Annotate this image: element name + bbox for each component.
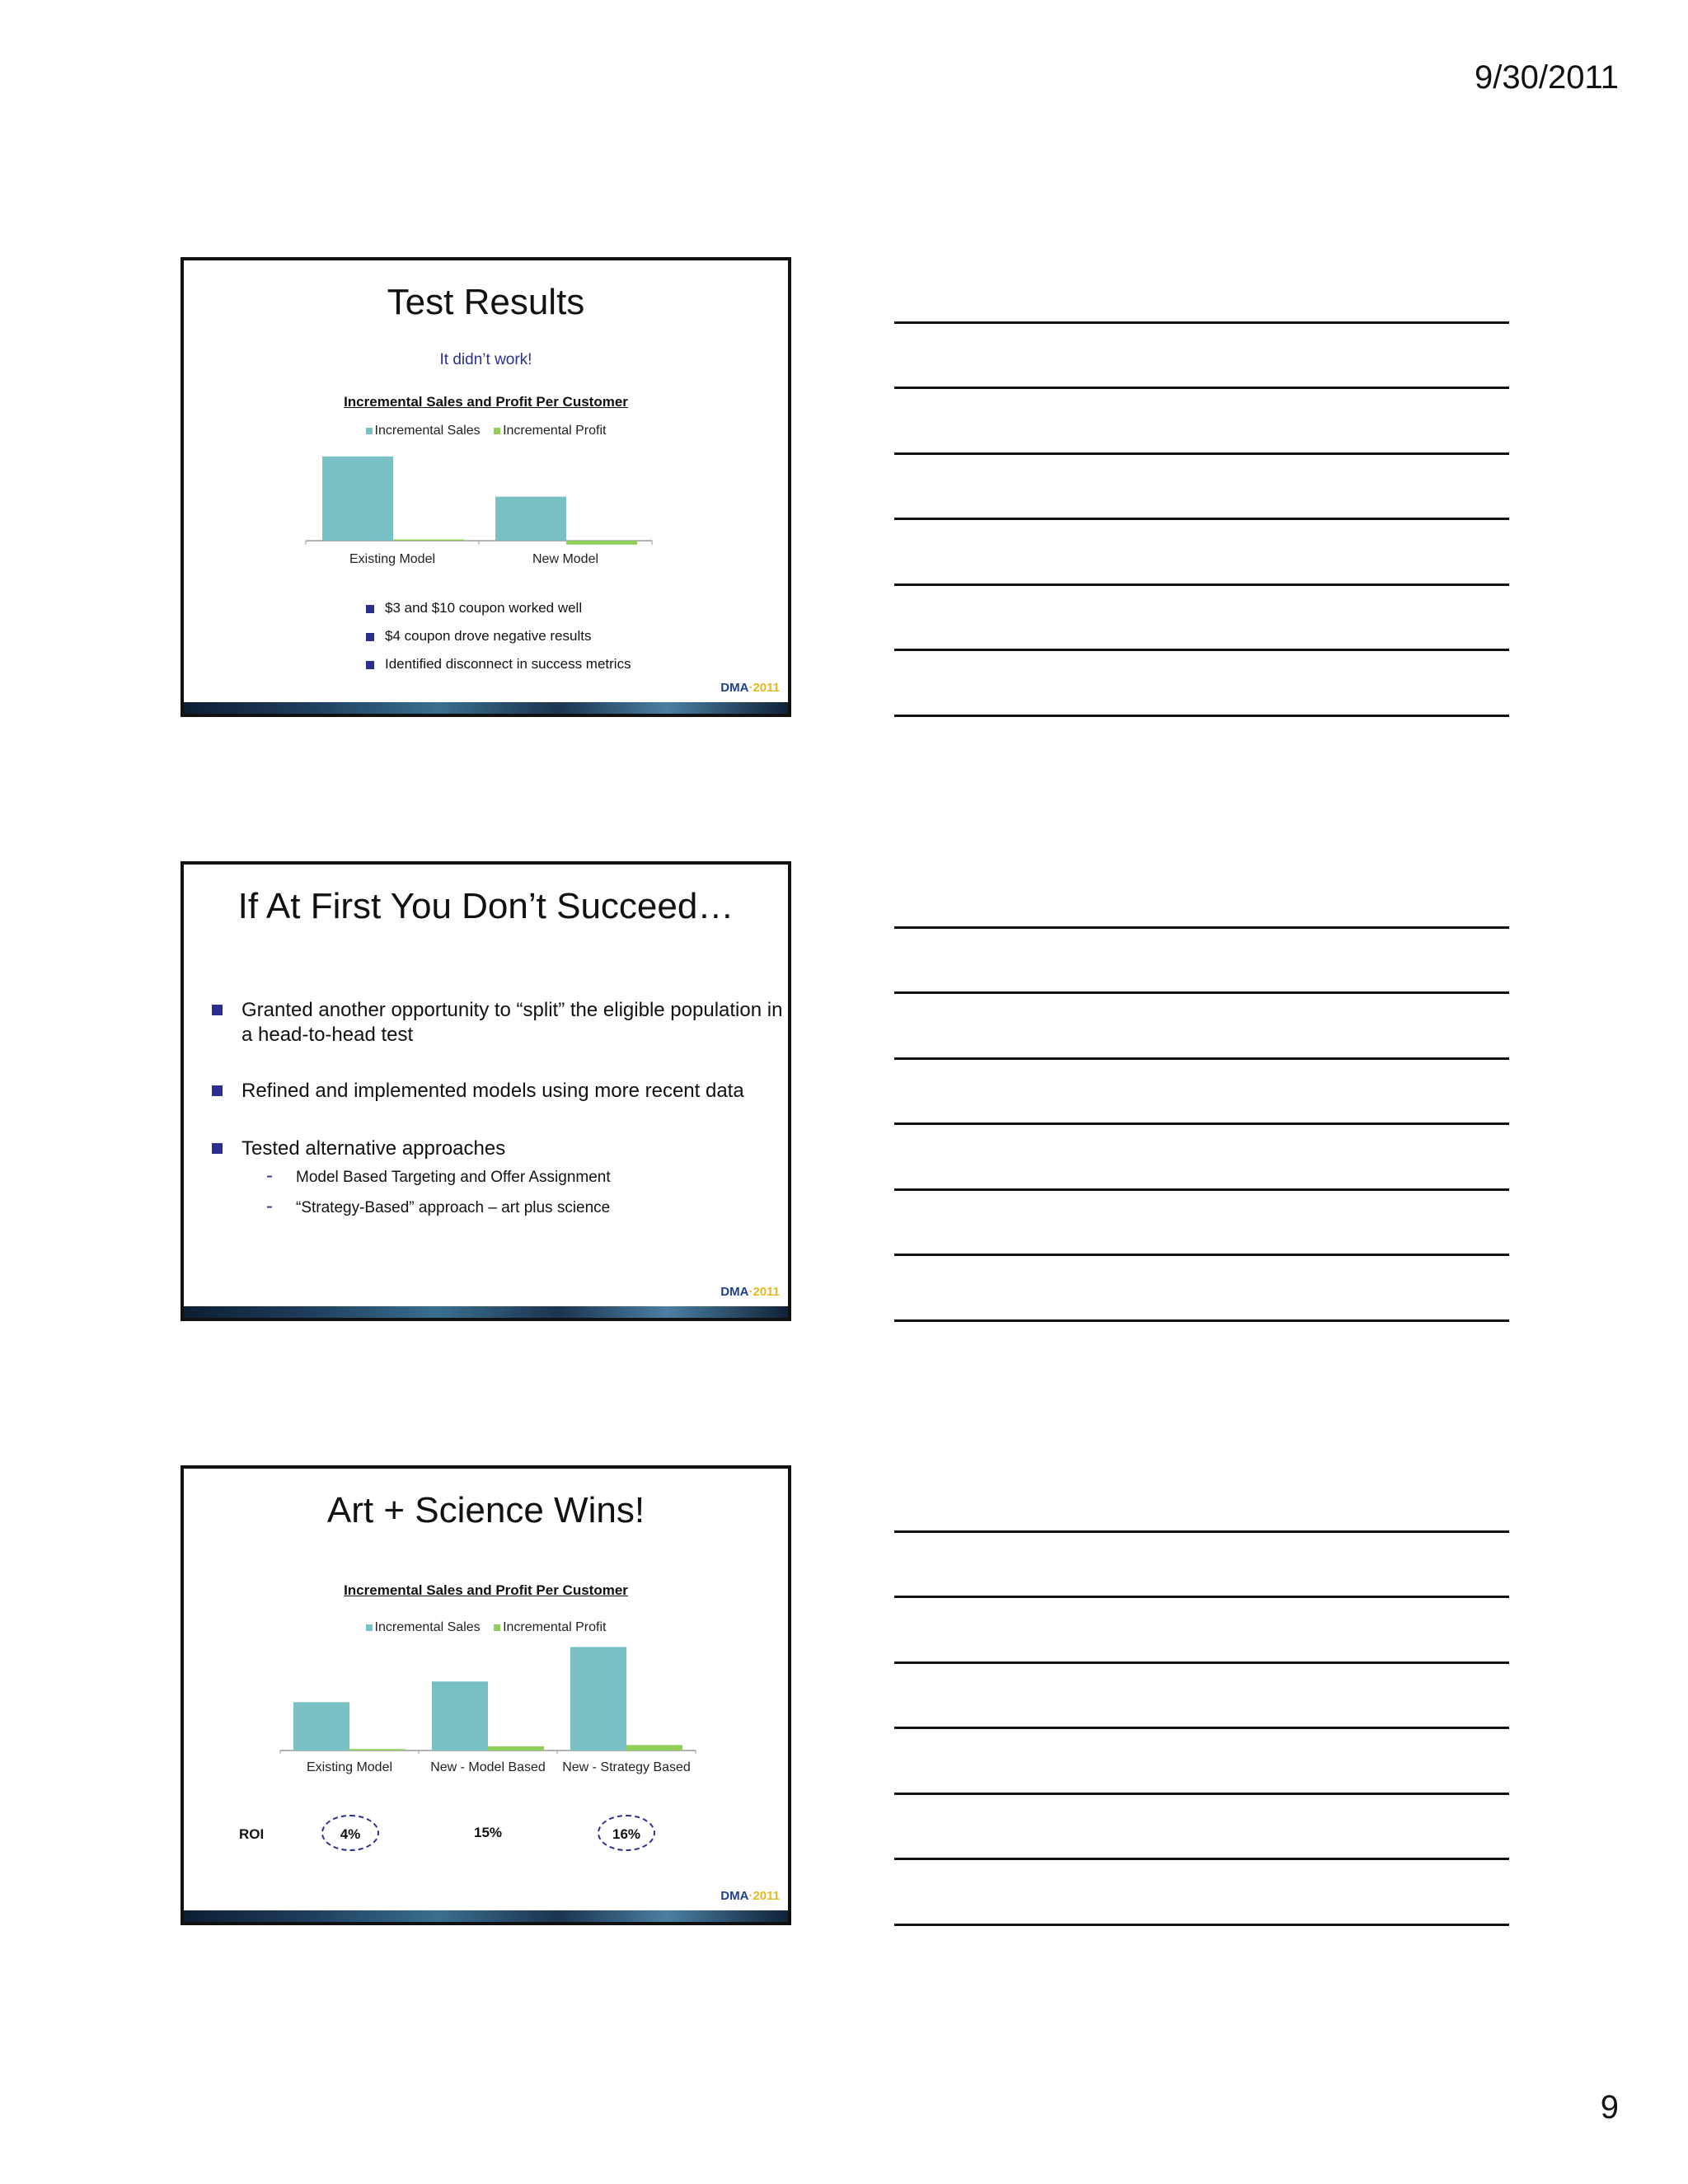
- dma-logo: DMA·2011: [720, 681, 780, 695]
- note-line: [894, 1057, 1509, 1060]
- bar-sales-1: [432, 1681, 488, 1750]
- slide-test-results: [181, 257, 791, 717]
- legend-item-profit: [494, 424, 606, 438]
- note-line: [894, 583, 1509, 586]
- sub-bullet-item: - Model Based Targeting and Offer Assignment: [266, 1168, 789, 1188]
- note-line: [894, 387, 1509, 389]
- note-line: [894, 1319, 1509, 1322]
- note-line: [894, 715, 1509, 717]
- note-line: [894, 926, 1509, 929]
- slide-if-at-first: [181, 861, 791, 1321]
- slide-footer-band: [184, 702, 788, 714]
- category-label: Existing Model: [349, 552, 436, 567]
- note-line: [894, 518, 1509, 520]
- category-label: New - Model Based: [430, 1760, 546, 1774]
- note-line: [894, 1924, 1509, 1926]
- category-label: New - Strategy Based: [562, 1760, 691, 1774]
- legend-swatch-sales: [366, 428, 373, 434]
- legend-item-sales: [366, 1620, 481, 1634]
- slide-footer-band: [184, 1910, 788, 1922]
- roi-label: ROI: [239, 1826, 265, 1842]
- legend-label-profit: Incremental Profit: [503, 1620, 607, 1634]
- sub-bullet-item: - “Strategy-Based” approach – art plus science: [266, 1198, 789, 1218]
- slide-title: Test Results: [387, 282, 585, 322]
- date-header: 9/30/2011: [1475, 59, 1619, 96]
- slide-title: Art + Science Wins!: [326, 1490, 645, 1530]
- note-line: [894, 991, 1509, 994]
- bullet-text: Tested alternative approaches: [241, 1137, 506, 1160]
- note-line: [894, 1122, 1509, 1125]
- chart-legend: [184, 424, 788, 438]
- bullet-item-tested: [212, 1137, 789, 1218]
- slide-subtitle: It didn’t work!: [439, 351, 532, 368]
- note-line: [894, 1661, 1509, 1664]
- bar-profit-1: [566, 541, 637, 545]
- bar-sales-0: [322, 457, 393, 541]
- bullet-item: $4 coupon drove negative results: [366, 628, 631, 656]
- bullet-item: $3 and $10 coupon worked well: [366, 600, 631, 628]
- legend-label-sales: Incremental Sales: [374, 1620, 481, 1634]
- chart-1: [184, 446, 788, 553]
- bar-sales-2: [570, 1647, 626, 1750]
- bullet-item: Granted another opportunity to “split” the eligible population in a head-to-head test: [212, 998, 789, 1047]
- note-line: [894, 1188, 1509, 1191]
- legend-item-sales: [366, 424, 481, 438]
- legend-swatch-profit: [494, 1624, 500, 1631]
- roi-value-model-based: 15%: [473, 1825, 503, 1840]
- note-line: [894, 1596, 1509, 1598]
- page-number: 9: [1600, 2089, 1619, 2125]
- legend-swatch-sales: [366, 1624, 373, 1631]
- legend-label-sales: Incremental Sales: [374, 424, 481, 438]
- bar-profit-0: [349, 1749, 406, 1750]
- bar-profit-2: [626, 1745, 682, 1750]
- note-line: [894, 1254, 1509, 1256]
- chart-2: [184, 1638, 788, 1754]
- note-line: [894, 1727, 1509, 1729]
- note-line: [894, 649, 1509, 651]
- bar-profit-0: [393, 540, 464, 541]
- slide-art-science: [181, 1465, 791, 1925]
- note-line: [894, 452, 1509, 455]
- roi-value-strategy-based: 16%: [598, 1815, 655, 1851]
- chart-title: Incremental Sales and Profit Per Customer: [344, 1582, 628, 1598]
- slide-footer-band: [184, 1306, 788, 1318]
- bullet-list: [366, 600, 631, 684]
- legend-swatch-profit: [494, 428, 500, 434]
- note-line: [894, 1858, 1509, 1860]
- legend-label-profit: Incremental Profit: [503, 424, 607, 438]
- sub-bullet-list: [266, 1168, 789, 1218]
- bar-sales-0: [293, 1702, 349, 1750]
- bullet-list: [212, 998, 789, 1229]
- roi-value-existing: 4%: [321, 1815, 379, 1851]
- note-line: [894, 321, 1509, 324]
- chart-legend: [184, 1620, 788, 1635]
- slide-title: If At First You Don’t Succeed…: [237, 886, 734, 926]
- bullet-item: Identified disconnect in success metrics: [366, 656, 631, 684]
- dma-logo: DMA·2011: [720, 1889, 780, 1903]
- bar-sales-1: [495, 497, 566, 541]
- dma-logo: DMA·2011: [720, 1285, 780, 1299]
- note-line: [894, 1530, 1509, 1533]
- note-line: [894, 1793, 1509, 1795]
- bullet-item: Refined and implemented models using more recent data: [212, 1079, 789, 1104]
- bar-profit-1: [488, 1746, 544, 1750]
- category-label: New Model: [532, 552, 599, 567]
- category-label: Existing Model: [306, 1760, 393, 1774]
- chart-title: Incremental Sales and Profit Per Customer: [344, 394, 628, 410]
- legend-item-profit: [494, 1620, 606, 1634]
